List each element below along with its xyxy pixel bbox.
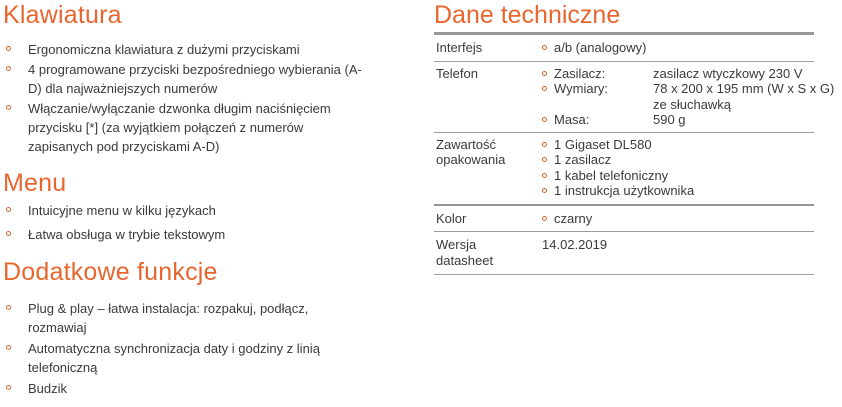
- list-item-text: Automatyczna synchronizacja daty i godziny z linią telefoniczną: [28, 341, 320, 375]
- bullet-icon: [6, 66, 11, 71]
- tech-table: [434, 32, 835, 275]
- row-label: Zawartość opakowania: [436, 136, 506, 167]
- list-item-text: Włączanie/wyłączanie dzwonka długim naciśnięciem przycisku [*] (za wyjątkiem połączeń z numerów zapisanych pod przyciskami A-D): [28, 101, 331, 154]
- package-item: 1 Gigaset DL580: [554, 136, 652, 152]
- bullet-icon: [6, 105, 11, 110]
- bullet-icon: [6, 231, 11, 236]
- bullet-icon: [6, 385, 11, 390]
- row-value: czarny: [554, 210, 593, 226]
- list-item-text: Intuicyjne menu w kilku językach: [28, 203, 216, 218]
- feature-list-dodatkowe-funkcje: [4, 299, 366, 400]
- bullet-icon: [6, 46, 11, 51]
- spec-key: Masa:: [554, 112, 590, 127]
- list-item-text: Budzik: [28, 381, 68, 396]
- section-title-dane-techniczne: Dane techniczne: [434, 1, 621, 29]
- bullet-icon: [542, 142, 547, 147]
- table-row-interfejs: [434, 35, 814, 61]
- list-item: [4, 379, 366, 398]
- bullet-icon: [542, 188, 547, 193]
- section-title-klawiatura: Klawiatura: [3, 1, 122, 29]
- bullet-icon: [542, 45, 547, 50]
- list-item-text: Ergonomiczna klawiatura z dużymi przyciskami: [28, 42, 300, 57]
- spec-value: 590 g: [653, 112, 686, 127]
- list-item: [4, 40, 366, 59]
- table-row-kolor: [434, 204, 814, 232]
- row-label: Interfejs: [436, 40, 483, 55]
- spec-key: Zasilacz:: [554, 65, 606, 81]
- bullet-icon: [542, 173, 547, 178]
- table-bottom-rule: [434, 274, 814, 275]
- bullet-icon: [542, 117, 547, 122]
- bullet-icon: [542, 157, 547, 162]
- bullet-icon: [6, 207, 11, 212]
- spec-value: ze słuchawką: [653, 96, 732, 112]
- table-row-telefon: [434, 61, 835, 132]
- row-label: Telefon: [436, 65, 478, 81]
- datasheet-version-value: 14.02.2019: [542, 237, 608, 252]
- spec-key: Wymiary:: [554, 81, 609, 96]
- spec-value: zasilacz wtyczkowy 230 V: [653, 65, 803, 81]
- bullet-icon: [6, 345, 11, 350]
- list-item-text: 4 programowane przyciski bezpośredniego wybierania (A-D) dla najważniejszych numerów: [28, 62, 362, 96]
- list-item: [4, 99, 366, 156]
- package-item: 1 instrukcja użytkownika: [554, 183, 695, 198]
- tech-section: [434, 1, 835, 275]
- package-item: 1 kabel telefoniczny: [554, 167, 669, 183]
- section-title-menu: Menu: [3, 169, 67, 197]
- table-row-wersja-datasheet: [434, 231, 814, 274]
- bullet-icon: [542, 216, 547, 221]
- bullet-icon: [6, 305, 11, 310]
- section-title-dodatkowe-funkcje: Dodatkowe funkcje: [3, 258, 218, 286]
- bullet-icon: [542, 86, 547, 91]
- list-item: [4, 299, 366, 337]
- list-item: [4, 201, 366, 220]
- feature-list-menu: [4, 201, 366, 249]
- list-item-text: Plug & play – łatwa instalacja: rozpakuj, podłącz, rozmawiaj: [28, 301, 309, 335]
- row-value: a/b (analogowy): [554, 40, 647, 55]
- bullet-icon: [542, 71, 547, 76]
- list-item: [4, 339, 366, 377]
- feature-list-klawiatura: [4, 40, 366, 157]
- list-item: [4, 60, 366, 98]
- list-item: [4, 225, 366, 244]
- row-label: Kolor: [436, 210, 467, 226]
- row-label: Wersja datasheet: [436, 237, 494, 268]
- table-row-zawartosc-opakowania: [434, 132, 814, 204]
- spec-value: 78 x 200 x 195 mm (W x S x G): [653, 81, 835, 96]
- list-item-text: Łatwa obsługa w trybie tekstowym: [28, 227, 226, 242]
- package-item: 1 zasilacz: [554, 152, 612, 167]
